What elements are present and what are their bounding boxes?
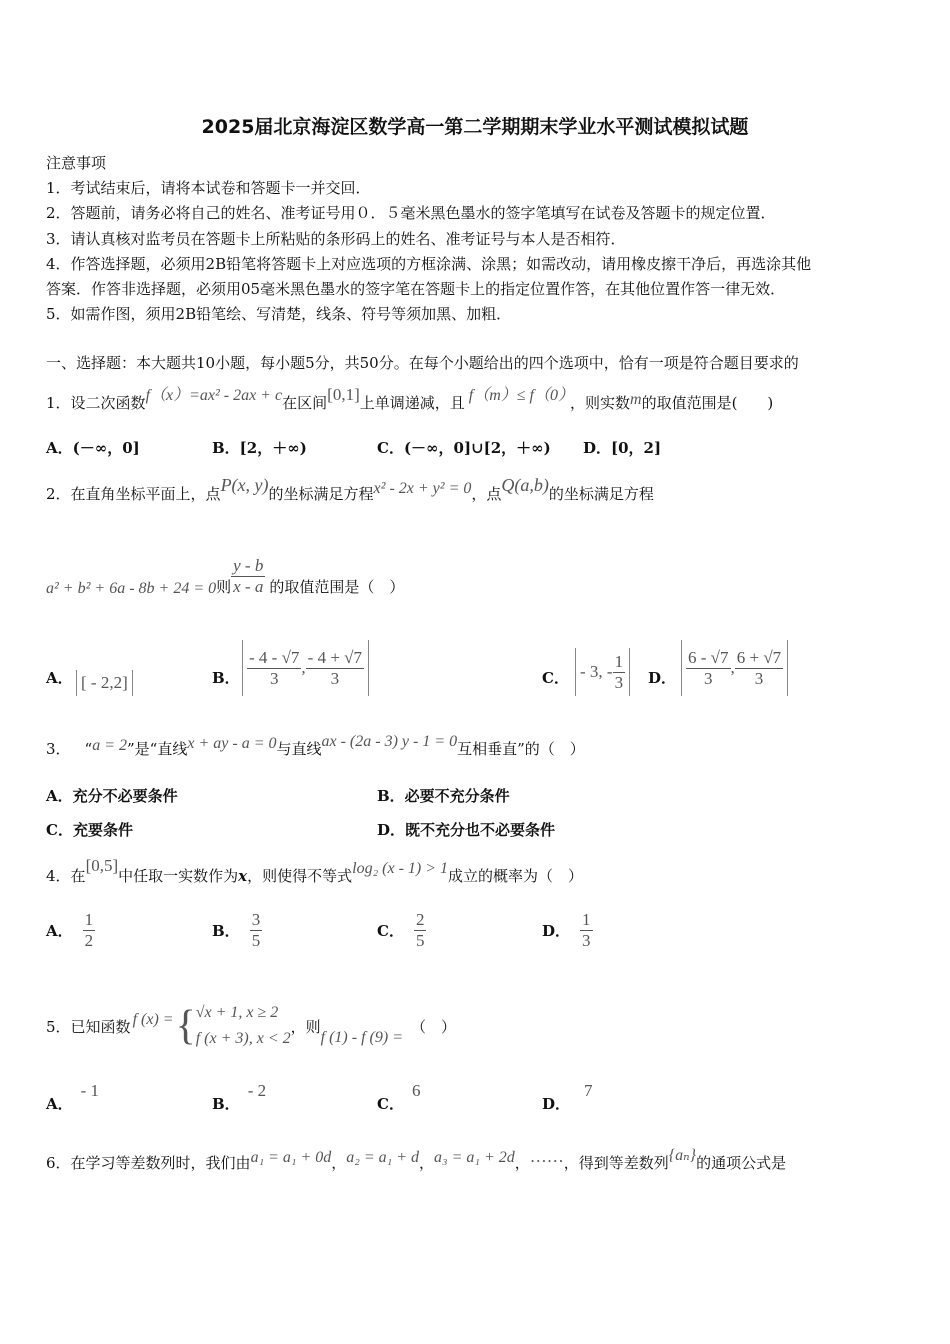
numerator: 3: [251, 910, 261, 929]
option-b[interactable]: B．[2，＋∞): [212, 439, 307, 457]
denominator: 3: [614, 672, 624, 692]
option-b[interactable]: [212, 1080, 267, 1113]
question-number: 3．: [46, 740, 71, 758]
formula: [0,1]: [327, 385, 360, 404]
question-number: 2．: [46, 485, 71, 503]
denominator: 5: [251, 931, 261, 950]
option-c[interactable]: [377, 910, 426, 951]
option-d[interactable]: [542, 1080, 593, 1113]
notice-item: 3．请认真核对监考员在答题卡上所粘贴的条形码上的姓名、准考证号与本人是否相符．: [46, 230, 626, 248]
denominator: 3: [269, 668, 279, 688]
text: ”是“直线: [127, 740, 188, 758]
comma: ，: [419, 1154, 435, 1172]
fraction: [247, 648, 301, 689]
option-label: D．: [542, 922, 571, 940]
fraction: [414, 910, 427, 951]
option-value: 6: [411, 1081, 421, 1100]
question-4: [46, 856, 584, 886]
text: 的取值范围是（ ）: [269, 578, 405, 596]
option-b-label[interactable]: B．: [212, 669, 240, 687]
formula: a² + b² + 6a - 8b + 24 = 0: [46, 579, 217, 597]
option-label: B．: [212, 1095, 240, 1113]
formula: - 3, -: [580, 662, 613, 681]
formula: log₂ (x - 1) > 1: [352, 860, 449, 877]
text: 设二次函数: [70, 394, 146, 412]
option-a-value[interactable]: [ - 2,2]: [76, 670, 133, 696]
option-d[interactable]: D．既不充分也不必要条件: [377, 821, 556, 839]
notice-item: 5．如需作图，须用2B铅笔绘、写清楚，线条、符号等须加黑、加粗．: [46, 305, 512, 323]
option-b[interactable]: [212, 910, 262, 951]
text: ，则: [290, 1017, 321, 1036]
option-value: - 1: [80, 1081, 100, 1100]
formula: x² - 2x + y² = 0: [373, 480, 472, 497]
numerator: 6 - √7: [688, 647, 729, 667]
numerator: y - b: [233, 556, 264, 575]
denominator: x - a: [233, 577, 264, 596]
option-c-value[interactable]: [575, 648, 630, 696]
numerator: 1: [582, 910, 591, 929]
question-2: [46, 475, 654, 504]
text: 则: [216, 578, 232, 596]
ellipsis: ……: [529, 1147, 564, 1166]
formula: a₃ = a₁ + 2d: [434, 1149, 515, 1166]
fraction: [686, 648, 731, 689]
formula: [0,5]: [85, 856, 119, 875]
fraction: [580, 910, 593, 951]
numerator: 2: [415, 910, 425, 929]
option-c[interactable]: [377, 1080, 421, 1113]
text: 在: [70, 867, 86, 885]
fraction: [735, 648, 783, 689]
notice-item: 4．作答选择题，必须用2B铅笔将答题卡上对应选项的方框涂满、涂黑；如需改动，请用橡皮擦干净后，再选涂其他: [46, 255, 812, 273]
formula: f (x) =: [132, 1011, 174, 1028]
denominator: 3: [330, 668, 340, 688]
question-5: [46, 1000, 456, 1052]
question-number: 4．: [46, 867, 71, 885]
option-value: - 2: [247, 1081, 267, 1100]
question-number: 5．: [46, 1017, 71, 1036]
formula: f (1) - f (9) =: [320, 1029, 403, 1046]
option-c[interactable]: C．充要条件: [46, 821, 133, 839]
formula: {aₙ}: [668, 1147, 697, 1164]
option-b-value[interactable]: [242, 640, 369, 696]
text: 已知函数: [70, 1017, 131, 1036]
numerator: 1: [614, 651, 624, 671]
notice-item: 2．答题前，请务必将自己的姓名、准考证号用０．５毫米黑色墨水的签字笔填写在试卷及答题卡的规定位置．: [46, 204, 776, 222]
option-label: C．: [377, 922, 404, 940]
case: √x + 1, x ≥ 2: [195, 1004, 279, 1021]
text: 成立的概率为（ ）: [448, 867, 584, 885]
formula: x + ay - a = 0: [187, 735, 277, 752]
numerator: - 4 - √7: [249, 647, 300, 667]
question-number: 6．: [46, 1154, 71, 1172]
option-value: 7: [584, 1081, 593, 1100]
formula: m: [630, 391, 642, 408]
formula: ax - (2a - 3) y - 1 = 0: [321, 733, 458, 750]
option-a[interactable]: A．充分不必要条件: [46, 787, 178, 805]
notice-item: 1．考试结束后，请将本试卷和答题卡一并交回．: [46, 179, 371, 197]
text: ，则使得不等式: [247, 867, 353, 885]
numerator: 6 + √7: [736, 647, 782, 667]
question-1: [46, 385, 774, 413]
question-2-cont: [46, 556, 404, 597]
text: （ ）: [410, 1017, 456, 1036]
option-c[interactable]: C．(－∞，0]∪[2，＋∞): [377, 439, 551, 457]
fraction: [250, 910, 263, 951]
text: 的取值范围是( ): [641, 394, 774, 412]
option-label: B．: [212, 922, 240, 940]
formula: a₁ = a₁ + 0d: [250, 1149, 332, 1166]
case: f (x + 3), x < 2: [195, 1030, 291, 1047]
denominator: 2: [84, 931, 94, 950]
text: 互相垂直”的（ ）: [457, 740, 585, 758]
denominator: 3: [704, 668, 713, 688]
text: 在区间: [282, 394, 328, 412]
notice-item: 答案．作答非选择题，必须用05毫米黑色墨水的签字笔在答题卡上的指定位置作答，在其他位置作答一律无效．: [46, 280, 786, 298]
numerator: - 4 + √7: [307, 647, 362, 667]
option-a[interactable]: A．(－∞，0]: [46, 439, 140, 457]
comma: ,: [730, 658, 735, 677]
fraction: [613, 652, 626, 693]
text: ，则实数: [569, 394, 630, 412]
text: 的通项公式是: [696, 1154, 787, 1172]
text: 的坐标满足方程: [268, 485, 374, 503]
formula: Q(a,b): [501, 475, 549, 495]
text: 与直线: [276, 740, 322, 758]
option-a[interactable]: [46, 1080, 100, 1113]
text: 的坐标满足方程: [548, 485, 654, 503]
option-label: C．: [377, 1095, 404, 1113]
option-a[interactable]: [46, 910, 95, 951]
formula: a₂ = a₁ + d: [346, 1149, 420, 1166]
piecewise: [196, 1000, 291, 1052]
option-a-label[interactable]: A．: [46, 669, 73, 687]
fraction: [83, 910, 96, 951]
variable: x: [238, 867, 248, 885]
question-number: 1．: [46, 394, 71, 412]
formula: P(x, y): [220, 475, 269, 495]
formula: a = 2: [92, 737, 128, 754]
brace: {: [175, 1003, 196, 1049]
page-title: 2025届北京海淀区数学高一第二学期期末学业水平测试模拟试题: [201, 116, 749, 138]
formula: f（m）≤ f（0）: [468, 387, 566, 404]
fraction: [231, 556, 265, 597]
notice-heading: 注意事项: [46, 154, 107, 172]
text: ，点: [471, 485, 502, 503]
fraction: [306, 648, 364, 689]
option-label: D．: [542, 1095, 571, 1113]
text: 在直角坐标平面上，点: [70, 485, 221, 503]
text: 上单调递减，且: [359, 394, 465, 412]
comma: ，: [331, 1154, 347, 1172]
denominator: 5: [415, 931, 425, 950]
option-label: A．: [46, 922, 73, 940]
comma: ,: [301, 658, 306, 677]
question-6: [46, 1147, 787, 1173]
option-d[interactable]: D．[0，2]: [583, 439, 662, 457]
text: ，得到等差数列: [563, 1154, 669, 1172]
option-label: A．: [46, 1095, 73, 1113]
denominator: 3: [754, 668, 764, 688]
formula: f（x）=ax² - 2ax + c: [145, 387, 283, 404]
denominator: 3: [582, 931, 591, 950]
numerator: 1: [84, 910, 94, 929]
option-d[interactable]: [542, 910, 593, 951]
comma: ，: [514, 1154, 530, 1172]
text: 在学习等差数列时，我们由: [70, 1154, 251, 1172]
question-3: [46, 733, 585, 759]
text: 中任取一实数作为: [118, 867, 239, 885]
option-d-value[interactable]: [681, 640, 788, 696]
section-heading: 一、选择题：本大题共10小题，每小题5分，共50分。在每个小题给出的四个选项中，恰有一项是符合题目要求的: [46, 354, 799, 372]
option-c-label[interactable]: C．: [542, 669, 569, 687]
text: “: [84, 740, 93, 758]
option-d-label[interactable]: D．: [648, 669, 677, 687]
option-b[interactable]: B．必要不充分条件: [377, 787, 510, 805]
